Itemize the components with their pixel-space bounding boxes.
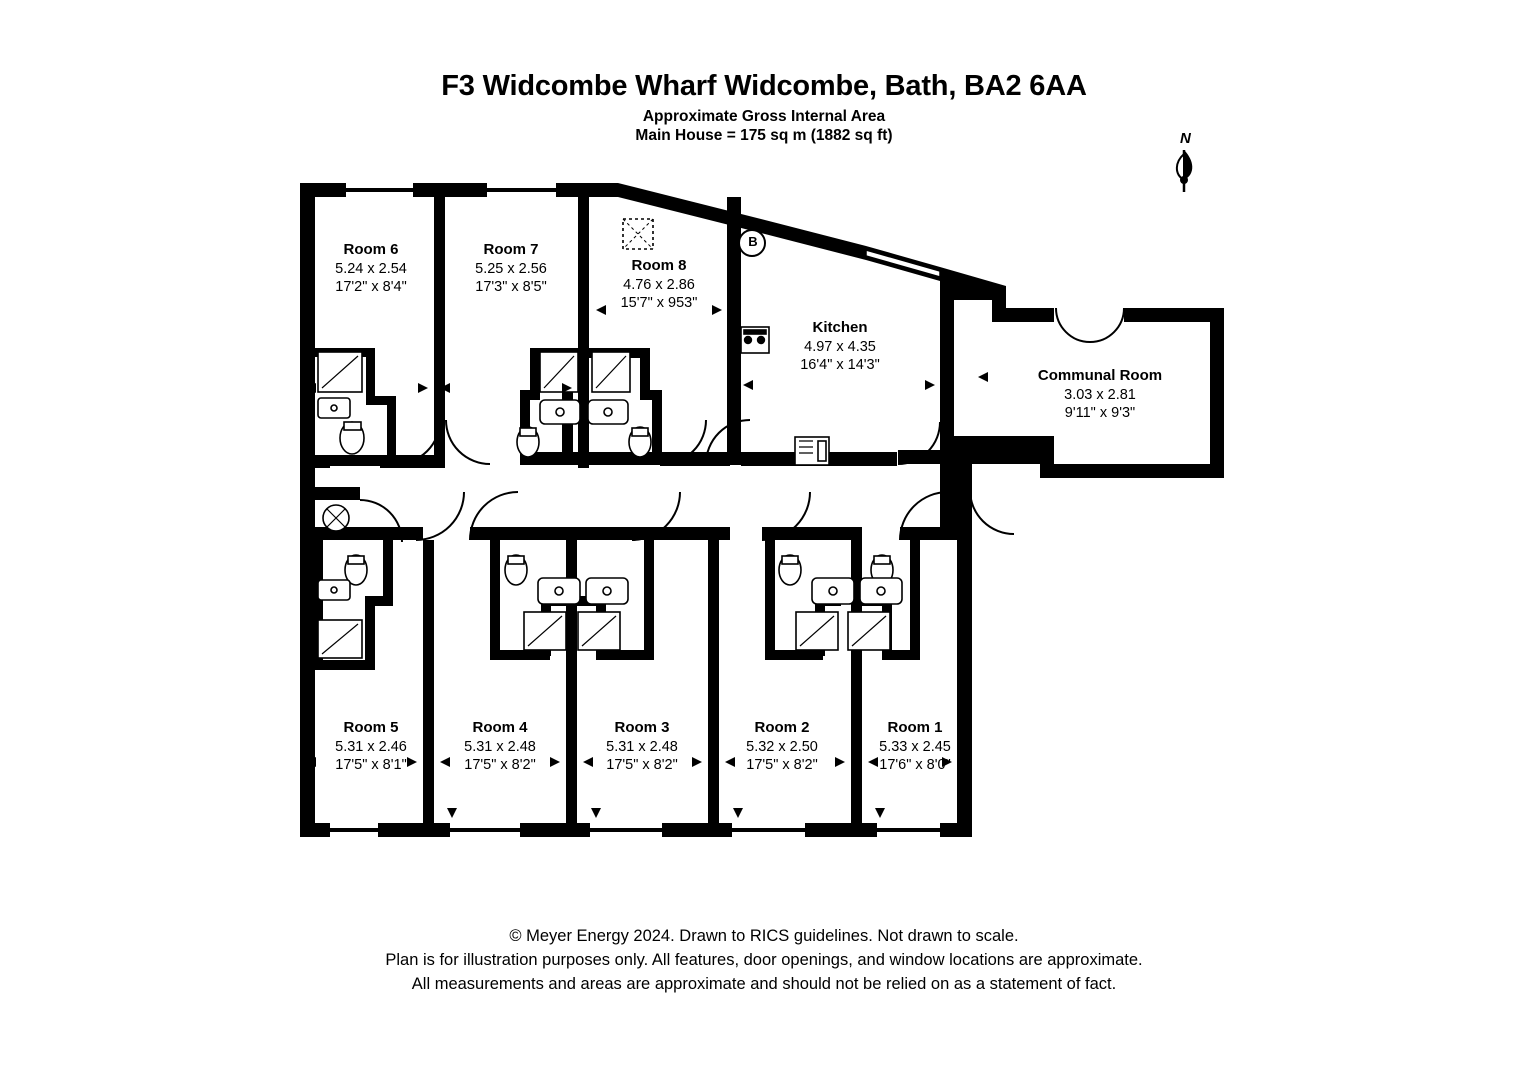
room-metric: 5.25 x 2.56: [475, 260, 547, 277]
footer-line-1: © Meyer Energy 2024. Drawn to RICS guidelines. Not drawn to scale.: [509, 927, 1019, 945]
room-name: Room 6: [343, 241, 399, 258]
footer-line-2: Plan is for illustration purposes only. All features, door openings, and window locations are approximate.: [385, 951, 1143, 969]
room-metric: 4.76 x 2.86: [623, 276, 695, 293]
room-metric: 5.31 x 2.48: [464, 738, 536, 755]
compass-rose: [1150, 130, 1220, 200]
room-label-room-7: [441, 240, 581, 297]
page-title: F3 Widcombe Wharf Widcombe, Bath, BA2 6AA: [441, 70, 1087, 102]
room-name: Room 4: [472, 719, 528, 736]
room-imperial: 17'5" x 8'2": [464, 757, 536, 774]
room-metric: 5.32 x 2.50: [746, 738, 818, 755]
room-metric: 4.97 x 4.35: [804, 338, 876, 355]
room-label-communal-room: [1010, 366, 1190, 423]
room-label-room-1: [845, 718, 985, 775]
room-label-room-8: [589, 256, 729, 313]
room-name: Room 2: [754, 719, 810, 736]
room-metric: 3.03 x 2.81: [1064, 386, 1136, 403]
room-imperial: 17'6" x 8'0": [879, 757, 951, 774]
room-imperial: 16'4" x 14'3": [800, 357, 880, 374]
room-imperial: 9'11" x 9'3": [1064, 405, 1136, 422]
room-name: Communal Room: [1037, 367, 1163, 384]
room-metric: 5.31 x 2.46: [335, 738, 407, 755]
area-subtitle-2: Main House = 175 sq m (1882 sq ft): [635, 127, 893, 144]
room-label-kitchen: [760, 318, 920, 375]
room-metric: 5.24 x 2.54: [335, 260, 407, 277]
room-metric: 5.31 x 2.48: [606, 738, 678, 755]
room-label-room-3: [572, 718, 712, 775]
room-label-room-4: [430, 718, 570, 775]
room-imperial: 17'5" x 8'2": [746, 757, 818, 774]
room-name: Room 7: [483, 241, 539, 258]
room-name: Room 5: [343, 719, 399, 736]
footer-line-3: All measurements and areas are approximate and should not be relied on as a statement of fact.: [411, 975, 1117, 993]
marker-b-label: B: [748, 234, 758, 249]
area-subtitle-1: Approximate Gross Internal Area: [642, 108, 886, 125]
compass-north-label: N: [1180, 130, 1191, 147]
room-metric: 5.33 x 2.45: [879, 738, 951, 755]
room-imperial: 17'5" x 8'1": [335, 757, 407, 774]
room-name: Room 3: [614, 719, 670, 736]
room-imperial: 17'3" x 8'5": [475, 279, 547, 296]
room-name: Room 1: [887, 719, 943, 736]
room-imperial: 17'5" x 8'2": [606, 757, 678, 774]
room-label-room-5: [301, 718, 441, 775]
room-label-room-2: [712, 718, 852, 775]
room-name: Room 8: [631, 257, 687, 274]
room-imperial: 15'7" x 953": [620, 295, 698, 312]
room-imperial: 17'2" x 8'4": [335, 279, 407, 296]
room-label-room-6: [301, 240, 441, 297]
room-name: Kitchen: [812, 319, 868, 336]
